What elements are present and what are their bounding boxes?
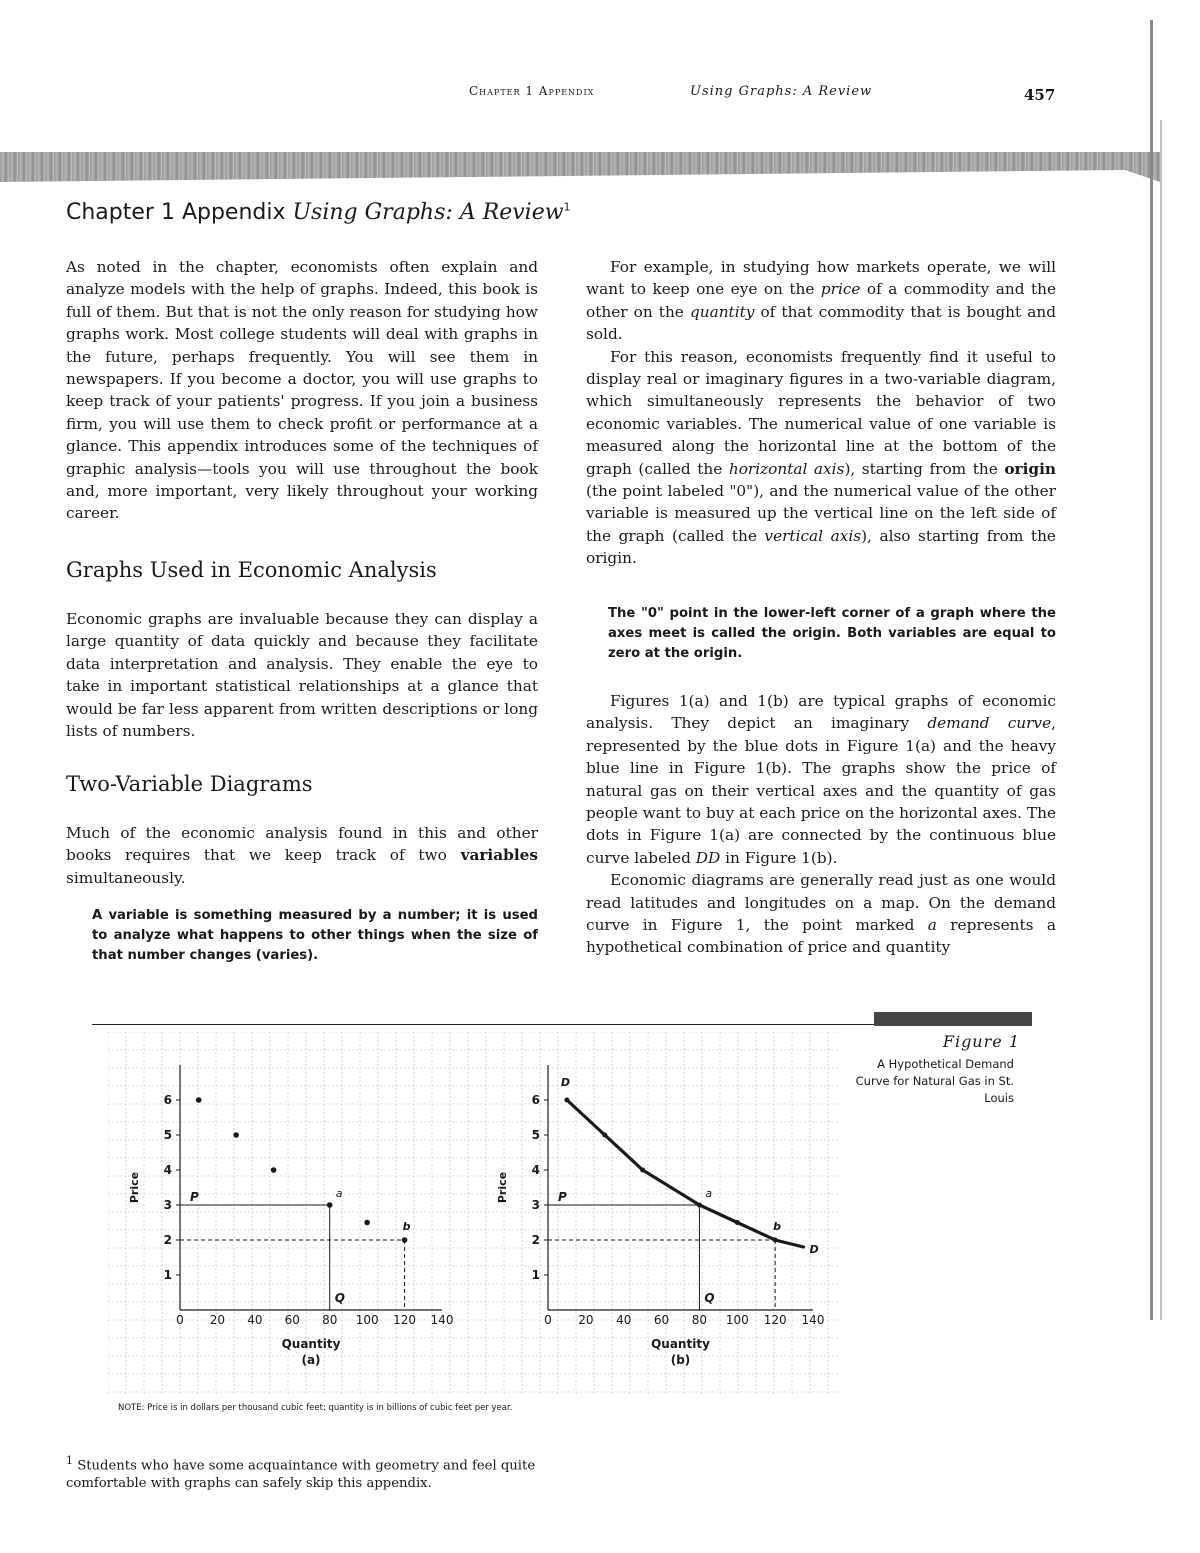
- chart-a-x-tick-label: 100: [355, 1313, 379, 1327]
- r-p2-a: For this reason, economists frequently find it useful to display real or imaginary figures in a two-variable diagram, which simultaneously represents the behavior of two economic variables. The numerical value of one variable is measured along the horizontal line at the bottom of the graph (called the: [586, 347, 1056, 478]
- heading-graphs-used: Graphs Used in Economic Analysis: [66, 558, 437, 582]
- chart-b-y-axis-label: Price: [496, 1171, 509, 1204]
- appendix-title: [66, 200, 571, 225]
- appendix-title-prefix: Chapter 1 Appendix: [66, 200, 286, 225]
- chart-a-data-point: [196, 1097, 202, 1103]
- chart-a-x-tick-label: 80: [322, 1313, 338, 1327]
- r-p3-a: Figures 1(a) and 1(b) are typical graphs of economic analysis. They depict an imaginary: [586, 692, 1056, 733]
- chart-b-y-tick-label: 2: [531, 1233, 540, 1247]
- chart-a-x-tick-label: 20: [209, 1313, 226, 1327]
- chart-b-label-point-b: b: [773, 1220, 782, 1233]
- chart-b-label-D-top: D: [560, 1076, 571, 1089]
- chart-a-x-tick-label: 140: [430, 1313, 454, 1327]
- right-column-bottom: [586, 690, 1056, 959]
- chart-b-y-tick-label: 6: [531, 1093, 540, 1107]
- chart-b-label-D-end: D: [809, 1243, 819, 1256]
- chart-b-y-tick-label: 4: [531, 1163, 540, 1177]
- intro-text: As noted in the chapter, economists often explain and analyze models with the help of graphs. Indeed, this book is full of them. But that is not the only reason for studying how graphs work. Most college students will deal with graphs in the future, perhaps frequently. You will see them in newspapers. If you become a doctor, you will use graphs to keep track of your patients' progress. If you join a business firm, you will use them to check profit or performance at a glance. This appendix introduces some of the techniques of graphic analysis—tools you will use throughout the book and, more important, very likely throughout your working career.: [66, 258, 538, 523]
- r-p1-quantity: quantity: [689, 302, 755, 321]
- running-header-title: Using Graphs: A Review: [690, 84, 873, 99]
- chart-a-x-tick-label: 60: [284, 1313, 300, 1327]
- chart-b-y-tick-label: 3: [531, 1198, 540, 1212]
- chart-a-data-point: [233, 1132, 239, 1138]
- r-p2-d: ), also starting from the origin.: [586, 526, 1056, 568]
- chart-a-label-point-b: b: [402, 1220, 411, 1233]
- r-p2-horizontal-axis: horizontal axis: [728, 459, 845, 478]
- chart-b-x-axis-label: Quantity: [651, 1337, 710, 1351]
- p3-text-c: simultaneously.: [66, 868, 186, 887]
- chart-b-x-tick-label: 140: [801, 1313, 825, 1327]
- paragraph-2-text: Economic graphs are invaluable because they can display a large quantity of data quickly and because they facilitate data interpretation and analysis. They enable the eye to take in important statistical relationships at a glance that would be far less apparent from written descriptions or long lists of numbers.: [66, 610, 538, 741]
- chart-b-x-tick-label: 80: [691, 1313, 708, 1327]
- appendix-title-italic: Using Graphs: A Review: [292, 200, 564, 225]
- chart-a-label-P: P: [190, 1190, 199, 1204]
- r-p4-point-a: a: [927, 916, 937, 935]
- chart-a-y-tick-label: 2: [163, 1233, 172, 1247]
- chart-b-x-tick-label: 0: [544, 1313, 552, 1327]
- chart-b-curve-point: [773, 1238, 778, 1243]
- p3-variables-bold: variables: [460, 846, 538, 865]
- left-paragraph-3: [66, 822, 538, 889]
- r-p4-a: Economic diagrams are generally read just as one would read latitudes and longitudes on a map. On the demand curve in Figure 1, the point marked: [586, 871, 1056, 935]
- r-p2-origin: origin: [1004, 459, 1057, 478]
- chart-b-x-tick-label: 60: [653, 1313, 670, 1327]
- right-column-top: [586, 256, 1056, 570]
- r-p2-b: ), starting from the: [844, 459, 1005, 478]
- origin-definition: The "0" point in the lower-left corner of a graph where the axes meet is called the origin. Both variables are equal to zero at the origin.: [608, 606, 1056, 661]
- page-number: 457: [1024, 86, 1056, 104]
- r-p3-dd: DD: [695, 848, 721, 867]
- chart-b-subtitle: (b): [670, 1353, 691, 1367]
- heading-two-variable: Two-Variable Diagrams: [66, 772, 313, 796]
- chart-b-label-P: P: [558, 1190, 567, 1204]
- chart-b-label-point-a: a: [705, 1187, 713, 1200]
- chart-a-subtitle: (a): [301, 1353, 321, 1367]
- chart-b-curve-point: [564, 1098, 569, 1103]
- chart-b-y-tick-label: 1: [531, 1268, 540, 1282]
- r-p3-c: in Figure 1(b).: [720, 848, 838, 867]
- r-p2-vertical-axis: vertical axis: [764, 526, 862, 545]
- r-p1-price: price: [820, 280, 861, 299]
- r-p3-demand-curve: demand curve: [927, 714, 1052, 733]
- chart-a-x-tick-label: 120: [393, 1313, 417, 1327]
- p3-text-a: Much of the economic analysis found in this and other books requires that we keep track of two: [66, 824, 538, 865]
- chart-b-y-tick-label: 5: [531, 1128, 540, 1142]
- r-p4-b: represents a hypothetical combination of price and quantity: [586, 916, 1056, 957]
- figure-1-charts: [108, 1032, 838, 1394]
- figure-note: NOTE: Price is in dollars per thousand cubic feet; quantity is in billions of cubic feet per year.: [118, 1403, 513, 1413]
- left-paragraph-2: [66, 608, 538, 742]
- r-p3-b: , represented by the blue dots in Figure 1(a) and the heavy blue line in Figure 1(b). The graphs show the price of natural gas on their vertical axes and the quantity of gas people want to buy at each price on the horizontal axes. The dots in Figure 1(a) are connected by the continuous blue curve labeled: [586, 714, 1056, 867]
- footnote: [66, 1452, 546, 1493]
- chart-a-data-point: [402, 1237, 408, 1243]
- footnote-number: 1: [66, 1454, 73, 1467]
- chart-b-x-tick-label: 120: [763, 1313, 787, 1327]
- chart-a-y-axis-label: Price: [128, 1171, 141, 1204]
- chart-a-x-axis-label: Quantity: [281, 1337, 341, 1351]
- chart-b-curve-point: [735, 1220, 740, 1225]
- figure-caption: A Hypothetical Demand Curve for Natural Gas in St. Louis: [855, 1057, 1014, 1105]
- chart-a-data-point: [271, 1167, 277, 1173]
- decorative-band: [0, 152, 1160, 182]
- chart-b-x-tick-label: 40: [616, 1313, 632, 1327]
- chart-a-y-tick-label: 4: [163, 1163, 172, 1177]
- chart-a-y-tick-label: 1: [163, 1268, 172, 1282]
- chart-b-x-tick-label: 100: [725, 1313, 749, 1327]
- variable-definition: A variable is something measured by a number; it is used to analyze what happens to other things when the size of that number changes (varies).: [92, 908, 538, 963]
- footnote-mark: 1: [563, 200, 571, 214]
- chart-a-y-tick-label: 3: [163, 1198, 172, 1212]
- figure-tab: [874, 1012, 1032, 1026]
- chart-b-curve-point: [602, 1133, 607, 1138]
- r-p1-c: of that commodity that is bought and sold.: [586, 302, 1056, 344]
- chart-a-y-tick-label: 5: [163, 1128, 172, 1142]
- chart-a-y-tick-label: 6: [163, 1093, 172, 1107]
- footnote-text: Students who have some acquaintance with geometry and feel quite comfortable with graphs can safely skip this appendix.: [66, 1458, 536, 1492]
- running-header-chapter: Chapter 1 Appendix: [469, 84, 595, 98]
- chart-b-curve-point: [640, 1168, 645, 1173]
- chart-b-curve-point: [697, 1203, 702, 1208]
- figure-title: Figure 1: [942, 1032, 1020, 1051]
- chart-a-x-tick-label: 40: [247, 1313, 263, 1327]
- r-p1-a: For example, in studying how markets operate, we will want to keep one eye on the: [586, 258, 1056, 299]
- r-p2-c: (the point labeled "0"), and the numerical value of the other variable is measured up the vertical line on the left side of the graph (called the: [586, 482, 1056, 545]
- chart-a-label-Q: Q: [334, 1291, 345, 1305]
- chart-a-data-point: [364, 1220, 370, 1226]
- page-edge-shadow: [1160, 120, 1162, 1320]
- r-p1-b: of a commodity and the other on the: [586, 280, 1057, 321]
- page-edge-rule: [1150, 20, 1153, 1320]
- chart-a-x-tick-label: 0: [176, 1313, 184, 1327]
- chart-a-data-point: [327, 1202, 333, 1208]
- chart-b-label-Q: Q: [704, 1291, 715, 1305]
- chart-a-label-point-a: a: [335, 1187, 343, 1200]
- left-intro-paragraph: [66, 256, 538, 525]
- chart-b-x-tick-label: 20: [578, 1313, 594, 1327]
